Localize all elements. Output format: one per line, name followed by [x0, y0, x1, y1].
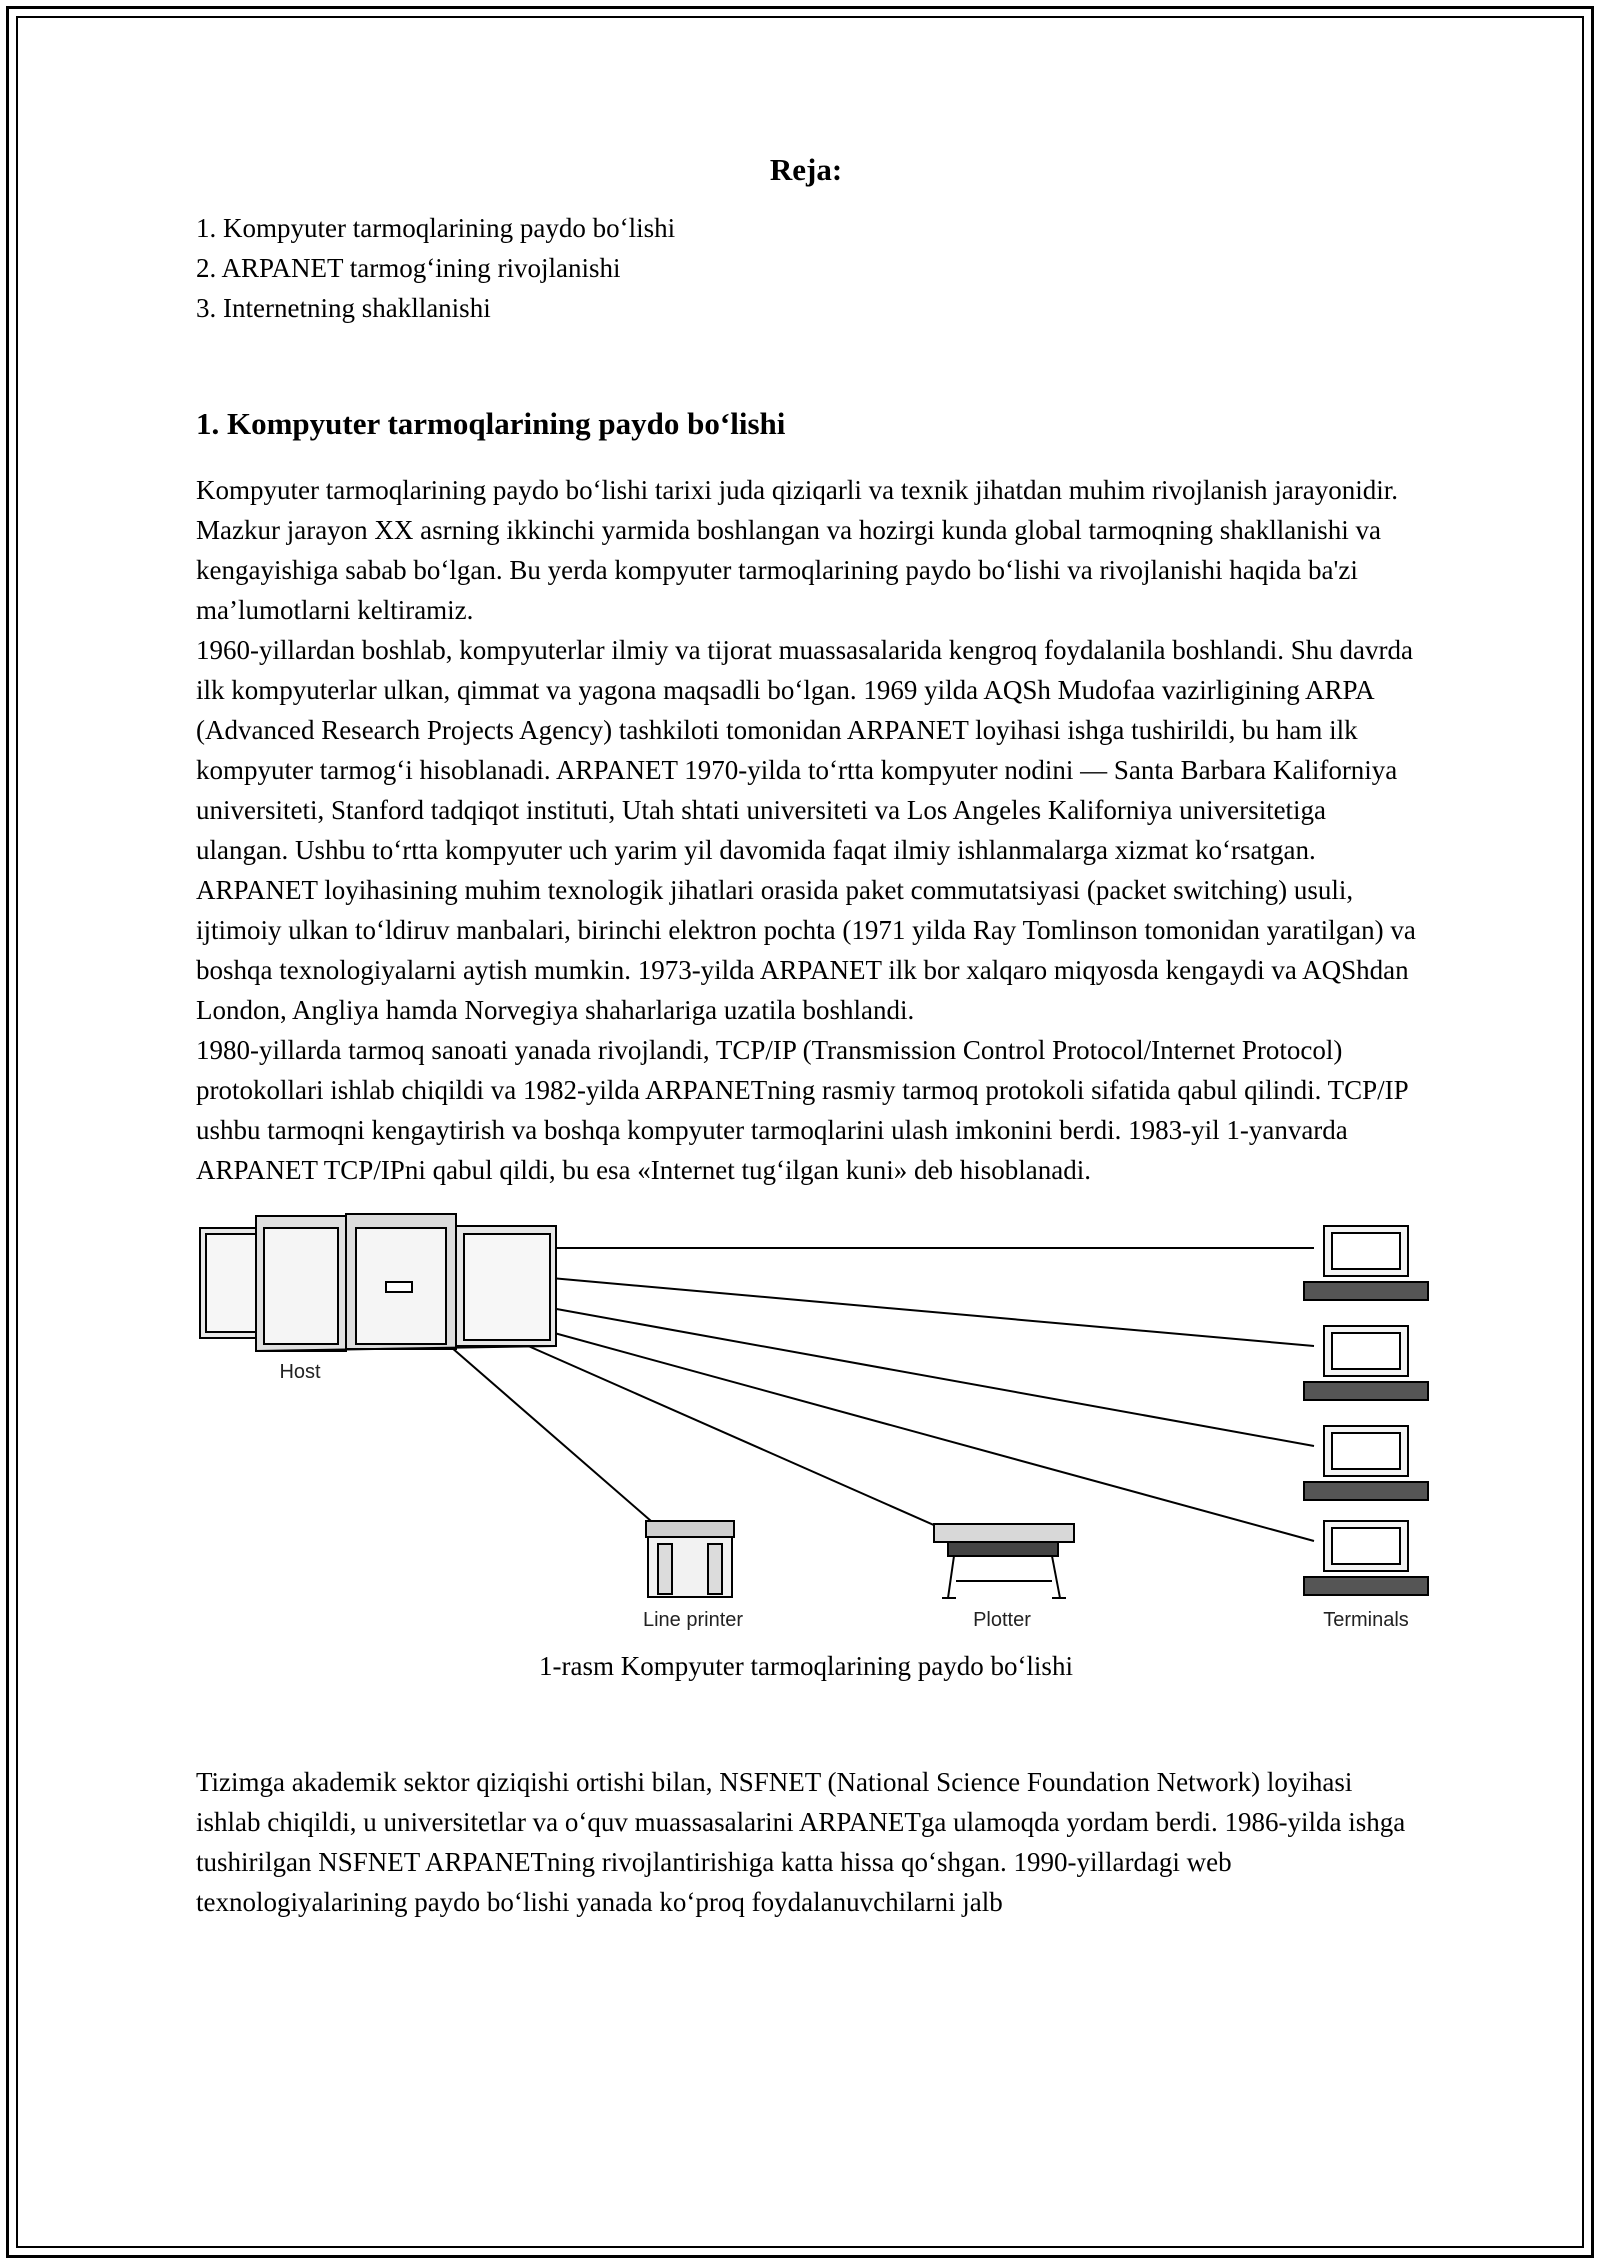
- plan-list: [196, 208, 1416, 328]
- connection-line: [551, 1308, 1314, 1446]
- plan-item: 1. Kompyuter tarmoqlarining paydo bo‘lishi: [196, 213, 676, 243]
- host-mainframe-icon: [200, 1214, 556, 1351]
- connection-line: [501, 1334, 936, 1526]
- paragraph: 1960-yillardan boshlab, kompyuterlar ilmiy va tijorat muassasalarida kengroq foydalanila boshlandi. Shu davrda ilk kompyuterlar ulkan, qimmat va yagona maqsadli bo‘lgan. 1969 yilda AQSh Mudofaa vazirligining ARPA (Advanced Research Projects Agency) tashkiloti tomonidan ARPANET loyihasi ishga tushirildi, bu ham ilk kompyuter tarmog‘i hisoblanadi. ARPANET 1970-yilda to‘rtta kompyuter nodini — Santa Barbara Kaliforniya universiteti, Stanford tadqiqot instituti, Utah shtati universiteti va Los Angeles Kaliforniya universitetiga ulangan. Ushbu to‘rtta kompyuter uch yarim yil davomida faqat ilmiy ishlanmalarga xizmat ko‘rsatgan.: [196, 635, 1413, 865]
- figure-caption: 1-rasm Kompyuter tarmoqlarining paydo bo‘lishi: [539, 1651, 1073, 1681]
- paragraph: Kompyuter tarmoqlarining paydo bo‘lishi tarixi juda qiziqarli va texnik jihatdan muhim rivojlanish jarayonidir. Mazkur jarayon XX asrning ikkinchi yarmida boshlangan va hozirgi kunda global tarmoqning shakllanishi va kengayishiga sabab bo‘lgan. Bu yerda kompyuter tarmoqlarining paydo bo‘lishi va rivojlanishi haqida ba'zi ma’lumotlarni keltiramiz.: [196, 475, 1399, 625]
- printer-label: Line printer: [642, 1609, 744, 1631]
- paragraph: 1980-yillarda tarmoq sanoati yanada rivojlandi, TCP/IP (Transmission Control Protocol/Internet Protocol) protokollari ishlab chiqildi va 1982-yilda ARPANETning rasmiy tarmoq protokoli sifatida qabul qilindi. TCP/IP ushbu tarmoqni kengaytirish va boshqa kompyuter tarmoqlarini ulash imkonini berdi. 1983-yil 1-yanvarda ARPANET TCP/IPni qabul qildi, bu esa «Internet tug‘ilgan kuni» deb hisoblanadi.: [196, 1035, 1408, 1185]
- plan-title: Reja:: [769, 152, 843, 187]
- host-label: Host: [279, 1361, 321, 1383]
- document: [196, 150, 1416, 1922]
- connection-line: [436, 1334, 651, 1521]
- plotter-label: Plotter: [973, 1609, 1031, 1631]
- terminal-icon: [1304, 1426, 1428, 1500]
- section-heading: 1. Kompyuter tarmoqlarining paydo bo‘lishi: [196, 406, 786, 441]
- terminals-label: Terminals: [1323, 1609, 1409, 1631]
- terminal-icon: [1304, 1226, 1428, 1300]
- plotter-icon: [934, 1524, 1074, 1598]
- network-figure: [196, 1206, 1456, 1636]
- network-diagram: [196, 1206, 1456, 1636]
- connection-line: [536, 1328, 1314, 1541]
- terminal-icon: [1304, 1521, 1428, 1595]
- connection-line: [551, 1278, 1314, 1346]
- plan-item: 3. Internetning shakllanishi: [196, 293, 491, 323]
- terminal-icon: [1304, 1326, 1428, 1400]
- paragraph: Tizimga akademik sektor qiziqishi ortishi bilan, NSFNET (National Science Foundation Network) loyihasi ishlab chiqildi, u universitetlar va o‘quv muassasalarini ARPANETga ulamoqda yordam berdi. 1986-yilda ishga tushirilgan NSFNET ARPANETning rivojlantirishiga katta hissa qo‘shgan. 1990-yillardagi web texnologiyalarining paydo bo‘lishi yanada ko‘proq foydalanuvchilarni jalb: [196, 1767, 1406, 1917]
- paragraph: ARPANET loyihasining muhim texnologik jihatlari orasida paket commutatsiyasi (packet switching) usuli, ijtimoiy ulkan to‘ldiruv manbalari, birinchi elektron pochta (1971 yilda Ray Tomlinson tomonidan yaratilgan) va boshqa texnologiyalarni aytish mumkin. 1973-yilda ARPANET ilk bor xalqaro miqyosda kengaydi va AQShdan London, Angliya hamda Norvegiya shaharlariga uzatila boshlandi.: [196, 875, 1416, 1025]
- line-printer-icon: [646, 1521, 734, 1597]
- plan-item: 2. ARPANET tarmog‘ining rivojlanishi: [196, 253, 621, 283]
